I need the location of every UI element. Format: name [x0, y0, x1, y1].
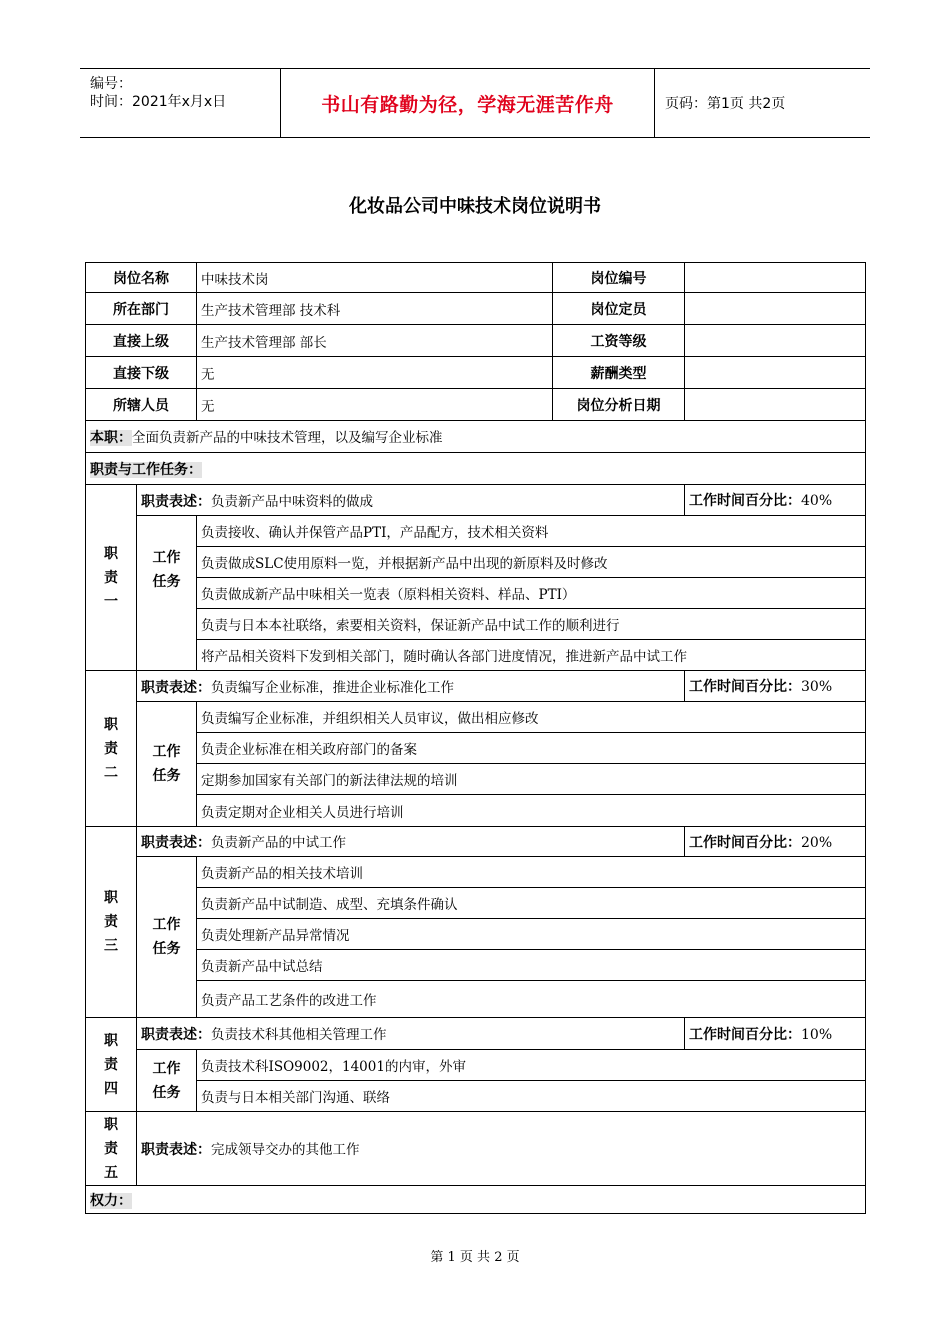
duty-summary-cell — [86, 421, 866, 453]
duties-header-cell — [86, 453, 866, 485]
task-row — [86, 516, 866, 547]
duty-statement — [137, 1112, 866, 1186]
time-percent-label: 工作时间百分比： — [689, 493, 801, 509]
header-page-cell — [655, 69, 870, 137]
task-item: 负责产品工艺条件的改进工作 — [197, 981, 866, 1018]
duty-label-char: 三 — [104, 938, 118, 954]
task-item: 定期参加国家有关部门的新法律法规的培训 — [197, 764, 866, 795]
task-label-line: 工作 — [152, 917, 181, 933]
duty-label-char: 职 — [104, 545, 118, 562]
duty-summary-row — [86, 421, 866, 453]
info-row — [86, 263, 866, 293]
duty-statement-row — [86, 671, 866, 702]
task-label-line: 任务 — [152, 768, 181, 784]
info-label: 所辖人员 — [86, 389, 197, 421]
duty-summary-text: 全面负责新产品的中味技术管理，以及编写企业标准 — [132, 430, 443, 446]
power-label: 权力： — [90, 1192, 132, 1209]
document-time: 时间：2021年x月x日 — [90, 94, 227, 110]
duty-2-label — [86, 671, 137, 827]
task-label-line: 工作 — [152, 550, 181, 566]
task-label-line: 任务 — [152, 574, 181, 590]
duties-header: 职责与工作任务： — [90, 461, 202, 478]
info-value — [685, 357, 866, 389]
task-row — [86, 857, 866, 888]
info-value: 无 — [197, 357, 553, 389]
task-row — [86, 702, 866, 733]
task-item: 负责企业标准在相关政府部门的备案 — [197, 733, 866, 764]
duty-statement — [137, 485, 685, 516]
task-row — [86, 950, 866, 981]
task-item: 负责新产品中试制造、成型、充填条件确认 — [197, 888, 866, 919]
task-label — [137, 516, 197, 671]
info-row — [86, 325, 866, 357]
task-row — [86, 733, 866, 764]
info-row — [86, 357, 866, 389]
task-item: 负责定期对企业相关人员进行培训 — [197, 795, 866, 827]
task-item: 负责新产品的相关技术培训 — [197, 857, 866, 888]
task-item: 负责接收、确认并保管产品PTI，产品配方，技术相关资料 — [197, 516, 866, 547]
info-row — [86, 293, 866, 325]
duty-4-label — [86, 1018, 137, 1112]
task-label — [137, 857, 197, 1018]
time-percent-value: 10% — [801, 1026, 833, 1043]
task-row — [86, 919, 866, 950]
statement-label: 职责表述： — [141, 1142, 211, 1158]
task-item: 负责做成新产品中味相关一览表（原料相关资料、样品、PTI） — [197, 578, 866, 609]
statement-text: 负责编写企业标准，推进企业标准化工作 — [211, 679, 454, 696]
statement-text: 完成领导交办的其他工作 — [211, 1142, 360, 1158]
page-info: 页码：第1页 共2页 — [665, 96, 786, 112]
task-label-line: 工作 — [152, 1060, 181, 1077]
duty-label-char: 责 — [104, 914, 118, 930]
task-item: 将产品相关资料下发到相关部门，随时确认各部门进度情况，推进新产品中试工作 — [197, 640, 866, 671]
task-label-line: 工作 — [152, 744, 181, 760]
header-meta — [80, 69, 281, 137]
power-cell — [86, 1186, 866, 1214]
time-percent — [685, 671, 866, 702]
task-row — [86, 609, 866, 640]
time-percent — [685, 485, 866, 516]
time-percent-value: 20% — [801, 834, 833, 851]
task-label — [137, 702, 197, 827]
statement-text: 负责新产品的中试工作 — [211, 835, 346, 851]
duty-statement-row — [86, 1112, 866, 1186]
task-label-line: 任务 — [152, 941, 181, 957]
duty-label-char: 职 — [104, 1116, 118, 1133]
task-item: 负责与日本相关部门沟通、联络 — [197, 1081, 866, 1112]
info-label: 岗位名称 — [86, 263, 197, 293]
task-item: 负责技术科ISO9002，14001的内审，外审 — [197, 1050, 866, 1081]
statement-label: 职责表述： — [141, 835, 211, 851]
info-label: 薪酬类型 — [553, 357, 685, 389]
task-row — [86, 547, 866, 578]
duty-label-char: 职 — [104, 1032, 118, 1049]
task-row — [86, 1081, 866, 1112]
task-item: 负责做成SLC使用原料一览，并根据新产品中出现的新原料及时修改 — [197, 547, 866, 578]
task-item: 负责与日本本社联络，索要相关资料，保证新产品中试工作的顺利进行 — [197, 609, 866, 640]
duty-label-char: 责 — [104, 569, 118, 586]
task-label — [137, 1050, 197, 1112]
time-percent-value: 30% — [801, 679, 833, 695]
duty-label-char: 二 — [104, 764, 118, 781]
task-item: 负责处理新产品异常情况 — [197, 919, 866, 950]
info-label: 岗位定员 — [553, 293, 685, 325]
time-percent — [685, 827, 866, 857]
duty-label-char: 责 — [104, 1140, 118, 1157]
info-row — [86, 389, 866, 421]
info-value: 生产技术管理部 部长 — [197, 325, 553, 357]
time-percent-label: 工作时间百分比： — [689, 1026, 801, 1043]
duty-label-char: 一 — [104, 593, 118, 610]
time-percent-label: 工作时间百分比： — [689, 679, 801, 695]
document-title: 化妆品公司中味技术岗位说明书 — [349, 196, 601, 217]
header-motto-cell — [281, 69, 655, 137]
info-value: 无 — [197, 389, 553, 421]
statement-text: 负责技术科其他相关管理工作 — [211, 1027, 387, 1043]
info-label: 岗位编号 — [553, 263, 685, 293]
duty-label-char: 职 — [104, 890, 118, 906]
task-row — [86, 795, 866, 827]
duty-statement — [137, 671, 685, 702]
task-row — [86, 764, 866, 795]
statement-label: 职责表述： — [141, 679, 211, 696]
duty-label-char: 四 — [104, 1080, 118, 1097]
statement-label: 职责表述： — [141, 493, 211, 510]
duty-label-char: 责 — [104, 740, 118, 757]
duty-1-label — [86, 485, 137, 671]
time-percent — [685, 1018, 866, 1050]
info-value — [685, 293, 866, 325]
document-number: 编号： — [90, 76, 132, 92]
statement-label: 职责表述： — [141, 1027, 211, 1043]
task-row — [86, 578, 866, 609]
motto: 书山有路勤为径，学海无涯苦作舟 — [321, 93, 614, 116]
task-item: 负责新产品中试总结 — [197, 950, 866, 981]
duty-label-char: 五 — [104, 1164, 118, 1181]
task-row — [86, 1050, 866, 1081]
time-percent-label: 工作时间百分比： — [689, 834, 801, 851]
info-label: 工资等级 — [553, 325, 685, 357]
time-percent-value: 40% — [801, 493, 833, 509]
statement-text: 负责新产品中味资料的做成 — [211, 493, 373, 510]
info-label: 直接下级 — [86, 357, 197, 389]
duty-3-label — [86, 827, 137, 1018]
duty-summary-label: 本职： — [90, 430, 132, 446]
info-value: 生产技术管理部 技术科 — [197, 293, 553, 325]
page-header — [80, 68, 870, 138]
info-label: 岗位分析日期 — [553, 389, 685, 421]
info-value: 中味技术岗 — [197, 263, 553, 293]
task-row — [86, 888, 866, 919]
duty-label-char: 责 — [104, 1056, 118, 1073]
task-row — [86, 640, 866, 671]
info-label: 所在部门 — [86, 293, 197, 325]
info-value — [685, 263, 866, 293]
duty-statement — [137, 827, 685, 857]
duties-header-row — [86, 453, 866, 485]
task-row — [86, 981, 866, 1018]
duty-statement-row — [86, 485, 866, 516]
task-label-line: 任务 — [152, 1084, 181, 1101]
info-value — [685, 389, 866, 421]
power-row — [86, 1186, 866, 1214]
duty-label-char: 职 — [104, 716, 118, 733]
page-footer: 第 1 页 共 2 页 — [430, 1250, 520, 1265]
task-item: 负责编写企业标准，并组织相关人员审议，做出相应修改 — [197, 702, 866, 733]
duty-5-label — [86, 1112, 137, 1186]
job-description-table — [85, 262, 866, 1214]
duty-statement — [137, 1018, 685, 1050]
duty-statement-row — [86, 827, 866, 857]
info-label: 直接上级 — [86, 325, 197, 357]
duty-statement-row — [86, 1018, 866, 1050]
info-value — [685, 325, 866, 357]
